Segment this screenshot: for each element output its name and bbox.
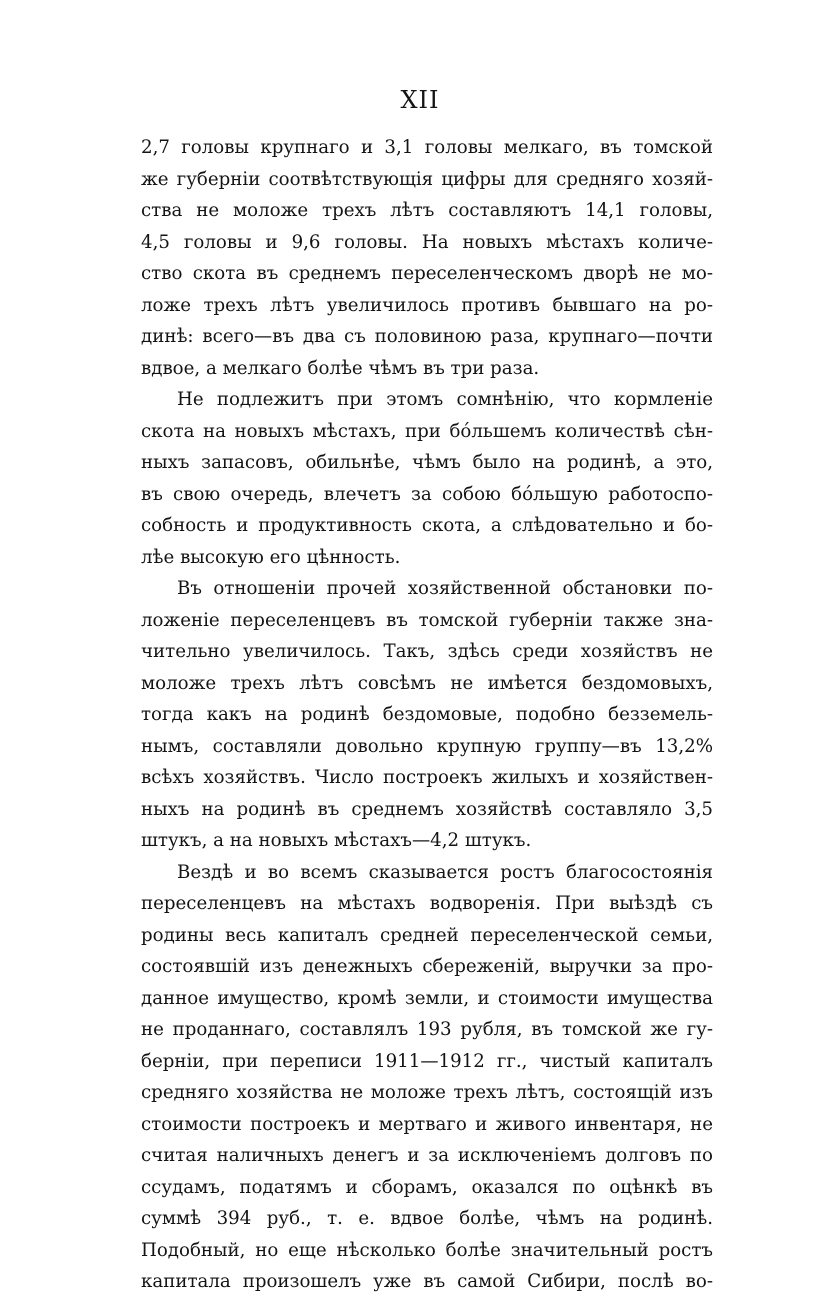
text-line: считая наличныхъ денегъ и за исключеніемъ долговъ по <box>141 1145 713 1166</box>
text-line: 2,7 головы крупнаго и 3,1 головы мелкаго, въ томской <box>141 137 713 158</box>
text-line: капитала произошелъ уже въ самой Сибири, послѣ во- <box>141 1271 713 1292</box>
text-line: штукъ, а на новыхъ мѣстахъ—4,2 штукъ. <box>141 830 532 851</box>
text-line: Не подлежитъ при этомъ сомнѣнію, что кормленіе <box>177 389 713 410</box>
text-line: чительно увеличилось. Такъ, здѣсь среди хозяйствъ не <box>141 641 713 662</box>
body-text <box>141 132 713 1298</box>
text-line: данное имущество, кромѣ земли, и стоимости имущества <box>141 987 713 1009</box>
text-line: всѣхъ хозяйствъ. Число построекъ жилыхъ и хозяйствен- <box>141 767 713 788</box>
text-line: Въ отношеніи прочей хозяйственной обстановки по- <box>177 578 713 599</box>
text-line: ныхъ запасовъ, обильнѣе, чѣмъ было на родинѣ, а это, <box>141 452 713 473</box>
page-number: XII <box>400 86 440 114</box>
text-line: состоявшій изъ денежныхъ сбереженій, выручки за про- <box>141 956 713 977</box>
text-line: стоимости построекъ и мертваго и живого инвентаря, не <box>141 1113 713 1135</box>
text-line: ложе трехъ лѣтъ увеличилось противъ бывшаго на ро- <box>141 294 713 316</box>
text-line: Подобный, но еще нѣсколько болѣе значительный ростъ <box>141 1239 713 1261</box>
text-line: ложеніе переселенцевъ въ томской губерніи также зна- <box>141 609 713 631</box>
text-line: родины весь капиталъ средней переселенческой семьи, <box>141 924 713 946</box>
text-line: лѣе высокую его цѣнность. <box>141 546 401 568</box>
text-line: въ свою очередь, влечетъ за собою бóльшую работоспо- <box>141 483 713 505</box>
text-line: вдвое, а мелкаго болѣе чѣмъ въ три раза. <box>141 357 540 379</box>
text-line: не проданнаго, составлялъ 193 рубля, въ томской же гу- <box>141 1019 713 1040</box>
text-line: моложе трехъ лѣтъ совсѣмъ не имѣется бездомовыхъ, <box>141 672 713 694</box>
text-line: собность и продуктивность скота, а слѣдовательно и бо- <box>141 515 713 536</box>
text-line: Вездѣ и во всемъ сказывается ростъ благосостоянія <box>177 861 713 883</box>
text-line: средняго хозяйства не моложе трехъ лѣтъ, состоящій изъ <box>141 1082 713 1103</box>
text-line: же губерніи соотвѣтствующія цифры для средняго хозяй- <box>141 168 713 190</box>
text-line: суммѣ 394 руб., т. е. вдвое болѣе, чѣмъ на родинѣ. <box>141 1208 713 1229</box>
text-line: ныхъ на родинѣ въ среднемъ хозяйствѣ составляло 3,5 <box>141 798 713 820</box>
text-line: переселенцевъ на мѣстахъ водворенія. При выѣздѣ съ <box>141 893 713 914</box>
text-line: 4,5 головы и 9,6 головы. На новыхъ мѣстахъ количе- <box>141 231 713 253</box>
text-line: берніи, при переписи 1911—1912 гг., чистый капиталъ <box>141 1050 713 1072</box>
text-line: ссудамъ, податямъ и сборамъ, оказался по оцѣнкѣ въ <box>141 1176 713 1198</box>
text-line: нымъ, составляли довольно крупную группу—въ 13,2% <box>141 735 713 757</box>
text-line: ства не моложе трехъ лѣтъ составляютъ 14,1 головы, <box>141 200 713 221</box>
text-line: динѣ: всего—въ два съ половиною раза, крупнаго—почти <box>141 326 713 347</box>
text-line: скота на новыхъ мѣстахъ, при бóльшемъ количествѣ сѣн- <box>141 420 713 442</box>
text-line: тогда какъ на родинѣ бездомовые, подобно безземель- <box>141 704 713 725</box>
text-line: ство скота въ среднемъ переселенческомъ дворѣ не мо- <box>141 263 713 284</box>
